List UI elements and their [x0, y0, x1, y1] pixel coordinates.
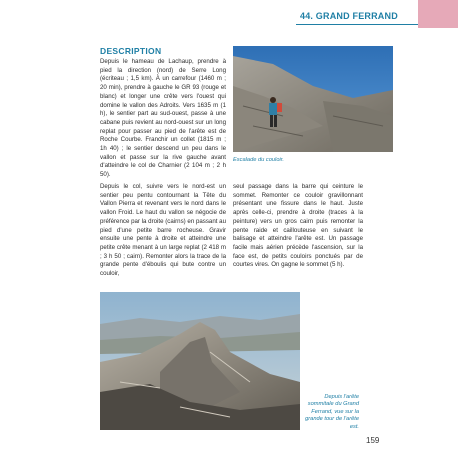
paragraph-summit: seul passage dans la barre qui ceinture le sommet. Remonter ce couloir gravillonnant présentant une fissure dans le haut. Juste après celle-ci, prendre à droite (traces à la peinture) vers un gros cairn puis remonter la pente raide et caillouteuse en suivant le balisage et atteindre l'arête est. Un passage facile mais aérien précède l'ascension, sur la face est, de petits couloirs ponctués par de courtes vires. On gagne le sommet (5 h).: [233, 183, 363, 269]
paragraph-approach: Depuis le hameau de Lachaup, prendre à pied la direction (nord) de Serre Long (écriteau ; 1,5 km). À un carrefour (1460 m ; 20 min), prendre à gauche le GR 93 (rouge et blanc) et longer une crête vers l'ouest qui domine le vallon des Adroits. Vers 1635 m (1 h), le sentier part au sud-ouest, passe à une cabane puis revient au nord-ouest sur un long replat pour passer au pied de l'arête est de Roche Courbe. Franchir un collet (1815 m ; 1h 40) ; le sentier descend un peu dans le vallon et passe sur la rive gauche avant d'atteindre le col de Charnier (2 104 m ; 2 h 50).: [100, 58, 226, 179]
photo2-caption: Depuis l'arête sommitale du Grand Ferrand, vue sur la grande tour de l'arête est.: [305, 394, 359, 430]
photo-climber-couloir: [233, 46, 393, 152]
photo1-caption: Escalade du couloir.: [233, 157, 285, 163]
page-header-title: 44. GRAND FERRAND: [300, 11, 398, 21]
text-column-right: [233, 183, 363, 270]
paragraph-ascent: Depuis le col, suivre vers le nord-est un sentier peu pentu contournant la Tête du Vallon Pierra et revenant vers le nord dans le vallon Froid. Le haut du vallon se négocie de préférence par la droite (cairns) en passant au pied d'une petite barre rocheuse. Gravir ensuite une pente à droite et atteindre une petite crête menant à un large replat (2 418 m ; 3 h 50 ; cairn). Remonter alors la trace de la grande pente d'éboulis qui bute contre un couloir,: [100, 183, 226, 278]
chapter-tab: [418, 0, 458, 28]
photo-summit-ridge: [100, 292, 300, 430]
text-column-left-top: [100, 58, 226, 180]
section-title: DESCRIPTION: [100, 46, 162, 56]
page-number: 159: [366, 436, 380, 445]
header-rule: [296, 24, 418, 25]
text-column-left-bottom: [100, 183, 226, 279]
